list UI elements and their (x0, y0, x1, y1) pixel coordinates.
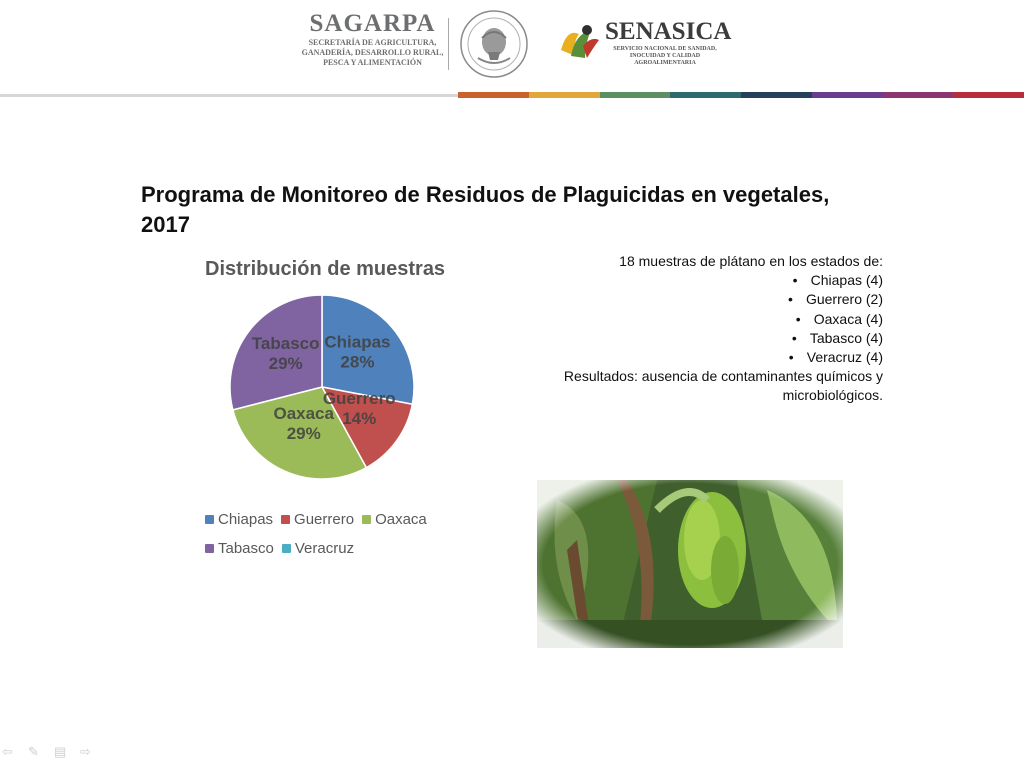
legend-label: Veracruz (294, 540, 355, 557)
list-item-text: Oaxaca (4) (813, 310, 883, 327)
results-text: Resultados: ausencia de contaminantes químicos y microbiológicos. (563, 368, 883, 404)
slides-menu-icon[interactable]: ▤ (54, 744, 67, 759)
sagarpa-subtitle-3: PESCA Y ALIMENTACIÓN (323, 58, 422, 67)
slide-title: Programa de Monitoreo de Residuos de Plaguicidas en vegetales, 2017 (141, 182, 830, 237)
list-item-text: Guerrero (2) (805, 291, 883, 308)
legend-item (205, 511, 273, 528)
senasica-subtitle-3: AGROALIMENTARIA (634, 60, 696, 66)
logo-divider (448, 18, 449, 70)
pen-icon[interactable]: ✎ (28, 744, 39, 759)
sagarpa-name: SAGARPA (309, 10, 436, 37)
chart-title: Distribución de muestras (205, 258, 446, 280)
list-item (540, 348, 883, 367)
list-item (540, 329, 883, 348)
bullet: • (791, 329, 797, 346)
pie-label-oaxaca: Oaxaca 29% (273, 404, 334, 444)
stripe-segment (812, 92, 883, 98)
legend-label: Guerrero (294, 511, 355, 528)
list-item-text: Veracruz (4) (806, 349, 883, 366)
info-text (540, 252, 883, 406)
legend-swatch (362, 515, 371, 524)
stripe-segment (741, 92, 812, 98)
list-item-text: Chiapas (4) (810, 272, 883, 289)
legend-swatch (205, 544, 214, 553)
mexican-coat-of-arms-icon (458, 8, 530, 80)
sagarpa-subtitle-2: GANADERÍA, DESARROLLO RURAL, (301, 48, 444, 57)
legend-label: Tabasco (218, 540, 274, 557)
legend-label: Oaxaca (375, 511, 427, 528)
pie-label-chiapas: Chiapas 28% (324, 332, 391, 372)
info-intro: 18 muestras de plátano en los estados de: (619, 253, 883, 269)
stripe-segment (883, 92, 954, 98)
sagarpa-subtitle-1: SECRETARÍA DE AGRICULTURA, (308, 38, 437, 47)
senasica-emblem-icon (557, 20, 601, 64)
legend-swatch (281, 515, 290, 524)
senasica-subtitle-1: SERVICIO NACIONAL DE SANIDAD, (613, 46, 717, 52)
senasica-subtitle-2: INOCUIDAD Y CALIDAD (629, 53, 701, 59)
senasica-name: SENASICA (605, 18, 732, 45)
bullet: • (787, 291, 793, 308)
stripe-segment (529, 92, 600, 98)
list-item (540, 290, 883, 309)
stripe-segment (953, 92, 1024, 98)
stripe-segment (458, 92, 529, 98)
header (0, 0, 1024, 100)
slide-nav (0, 744, 100, 760)
legend-item (205, 540, 274, 557)
pie-label-tabasco: Tabasco 29% (251, 333, 320, 373)
legend-item (362, 511, 427, 528)
legend-swatch (205, 515, 214, 524)
stripe-segment (600, 92, 671, 98)
chart-legend (205, 505, 465, 563)
bullet: • (795, 310, 801, 327)
legend-row (205, 505, 465, 534)
legend-item (281, 511, 354, 528)
legend-label: Chiapas (218, 511, 274, 528)
sagarpa-logo (300, 10, 445, 68)
legend-item (282, 540, 354, 557)
senasica-subtitle (605, 46, 725, 67)
list-item (540, 271, 883, 290)
pie-chart (200, 290, 450, 490)
back-arrow-icon[interactable]: ⇦ (2, 744, 13, 759)
pie-label-guerrero: Guerrero 14% (322, 389, 396, 429)
legend-swatch (282, 544, 291, 553)
color-stripe (0, 92, 1024, 98)
list-item-text: Tabasco (4) (809, 329, 883, 346)
state-list (540, 271, 883, 367)
gray-stripe (0, 94, 458, 97)
stripe-segment (670, 92, 741, 98)
senasica-logo (557, 18, 732, 68)
legend-row (205, 534, 465, 563)
bullet: • (788, 349, 794, 366)
bullet: • (792, 272, 798, 289)
forward-arrow-icon[interactable]: ⇨ (80, 744, 91, 759)
list-item (540, 310, 883, 329)
banana-plant-photo (537, 480, 843, 648)
